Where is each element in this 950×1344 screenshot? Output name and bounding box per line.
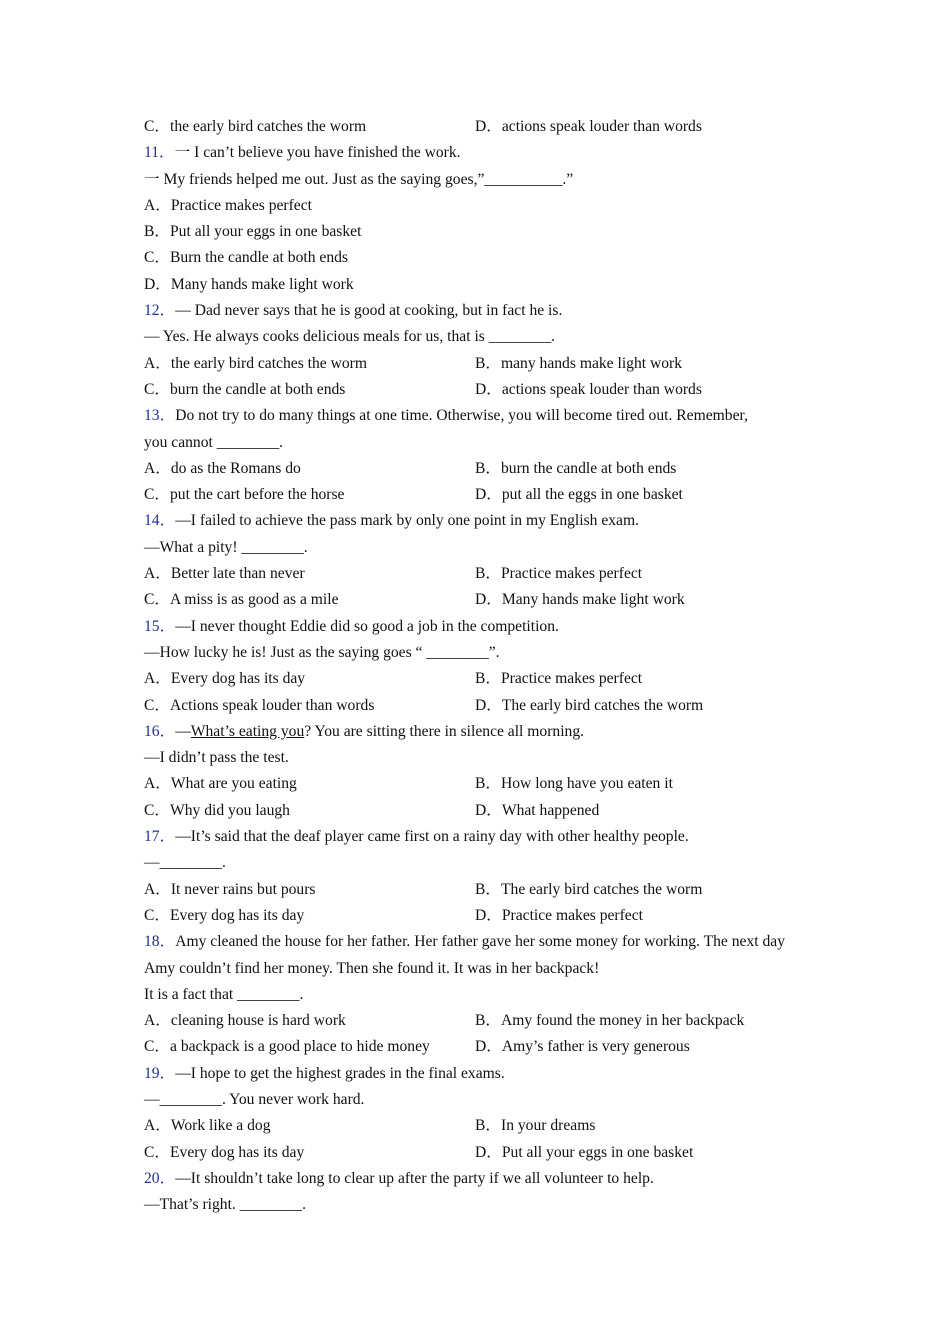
question-list xyxy=(144,114,814,1218)
options-row xyxy=(144,587,814,613)
option-d: D．Amy’s father is very generous xyxy=(475,1038,690,1056)
question-number: 16． xyxy=(144,722,176,740)
option-a: A．Every dog has its day xyxy=(144,670,306,688)
option-c: C．a backpack is a good place to hide money xyxy=(144,1038,430,1056)
options-row xyxy=(144,114,814,140)
option-c: C．the early bird catches the worm xyxy=(144,118,367,135)
options-row xyxy=(144,1113,814,1139)
options-row xyxy=(144,1008,814,1034)
option-b: B．How long have you eaten it xyxy=(475,775,673,793)
question-line: —How lucky he is! Just as the saying goes “ ________”. xyxy=(144,643,500,661)
option-a: A．Work like a dog xyxy=(144,1117,271,1135)
option-b: B．burn the candle at both ends xyxy=(475,459,677,477)
question-18 xyxy=(144,929,814,982)
question-number: 19． xyxy=(144,1064,176,1082)
question-line: — Yes. He always cooks delicious meals for us, that is ________. xyxy=(144,328,556,346)
option-a: A．Practice makes perfect xyxy=(144,196,312,214)
question-number: 18． xyxy=(144,933,176,951)
option-b: B．The early bird catches the worm xyxy=(475,880,703,898)
option-c: C．Every dog has its day xyxy=(144,1143,305,1161)
option-b: B．Put all your eggs in one basket xyxy=(144,223,362,241)
option-c: C．Actions speak louder than words xyxy=(144,696,375,714)
option-c: C．A miss is as good as a mile xyxy=(144,591,339,609)
options-row xyxy=(144,456,814,482)
option-d: D．Many hands make light work xyxy=(144,275,354,293)
options-row xyxy=(144,1034,814,1060)
option-d: D．The early bird catches the worm xyxy=(475,696,704,714)
question-11 xyxy=(144,140,814,166)
options-row xyxy=(144,482,814,508)
question-number: 20． xyxy=(144,1169,176,1187)
options-row xyxy=(144,798,814,824)
option-d: D．Many hands make light work xyxy=(475,591,685,609)
option-d: D．Practice makes perfect xyxy=(475,906,643,924)
option-a: A．the early bird catches the worm xyxy=(144,354,367,372)
question-line: —I didn’t pass the test. xyxy=(144,749,289,767)
option-b: B．Amy found the money in her backpack xyxy=(475,1012,745,1030)
question-prompt: Do not try to do many things at one time. Otherwise, you will become tired out. Remember, xyxy=(175,407,748,425)
option-d: D．Put all your eggs in one basket xyxy=(475,1143,694,1161)
question-number: 11． xyxy=(144,144,175,162)
option-a: A．Better late than never xyxy=(144,565,305,583)
question-line: 一 My friends helped me out. Just as the saying goes,”__________.” xyxy=(144,170,574,188)
question-14 xyxy=(144,508,814,534)
option-d: D．actions speak louder than words xyxy=(475,380,702,398)
option-b: B．In your dreams xyxy=(475,1117,596,1135)
question-prompt-prefix: — xyxy=(175,722,191,740)
question-number: 12． xyxy=(144,302,176,320)
option-d: D．put all the eggs in one basket xyxy=(475,486,683,504)
question-number: 15． xyxy=(144,617,176,635)
option-c: C．burn the candle at both ends xyxy=(144,380,346,398)
option-b: B．Practice makes perfect xyxy=(475,565,643,583)
option-c: C．Why did you laugh xyxy=(144,801,290,819)
question-prompt: — Dad never says that he is good at cooking, but in fact he is. xyxy=(175,302,563,320)
question-prompt: Amy cleaned the house for her father. Her father gave her some money for working. The next day Amy couldn’t find her money. Then she found it. It was in her backpack! xyxy=(144,933,786,977)
question-line: —________. You never work hard. xyxy=(144,1090,365,1108)
options-row xyxy=(144,351,814,377)
question-prompt: —I never thought Eddie did so good a job in the competition. xyxy=(175,617,559,635)
question-20 xyxy=(144,1166,814,1192)
question-line: —What a pity! ________. xyxy=(144,538,308,556)
options-row xyxy=(144,771,814,797)
question-prompt-suffix: ? You are sitting there in silence all morning. xyxy=(304,722,585,740)
option-c: C．Burn the candle at both ends xyxy=(144,249,348,267)
option-b: B．many hands make light work xyxy=(475,354,683,372)
option-b: B．Practice makes perfect xyxy=(475,670,643,688)
question-number: 17． xyxy=(144,828,176,846)
question-prompt: 一 I can’t believe you have finished the work. xyxy=(174,144,461,162)
question-number: 13． xyxy=(144,407,176,425)
options-row xyxy=(144,903,814,929)
option-d: D．What happened xyxy=(475,801,600,819)
options-row xyxy=(144,1140,814,1166)
question-line: you cannot ________. xyxy=(144,433,284,451)
question-line: It is a fact that ________. xyxy=(144,985,304,1003)
options-row xyxy=(144,561,814,587)
question-13 xyxy=(144,403,814,429)
question-line: —________. xyxy=(144,854,226,872)
question-15 xyxy=(144,614,814,640)
option-c: C．put the cart before the horse xyxy=(144,486,345,504)
question-number: 14． xyxy=(144,512,176,530)
question-prompt: —It shouldn’t take long to clear up after the party if we all volunteer to help. xyxy=(175,1169,654,1187)
question-prompt: —It’s said that the deaf player came first on a rainy day with other healthy people. xyxy=(175,828,689,846)
question-line: —That’s right. ________. xyxy=(144,1196,306,1214)
options-row xyxy=(144,377,814,403)
question-19 xyxy=(144,1061,814,1087)
question-12 xyxy=(144,298,814,324)
question-prompt: —I failed to achieve the pass mark by only one point in my English exam. xyxy=(175,512,640,530)
option-c: C．Every dog has its day xyxy=(144,906,305,924)
options-row xyxy=(144,666,814,692)
question-17 xyxy=(144,824,814,850)
options-row xyxy=(144,877,814,903)
underlined-phrase: What’s eating you xyxy=(190,722,305,740)
option-d: D．actions speak louder than words xyxy=(475,118,702,135)
options-row xyxy=(144,693,814,719)
question-16 xyxy=(144,719,814,745)
option-a: A．cleaning house is hard work xyxy=(144,1012,346,1030)
option-a: A．do as the Romans do xyxy=(144,459,301,477)
option-a: A．It never rains but pours xyxy=(144,880,316,898)
option-a: A．What are you eating xyxy=(144,775,297,793)
question-prompt: —I hope to get the highest grades in the final exams. xyxy=(175,1064,505,1082)
